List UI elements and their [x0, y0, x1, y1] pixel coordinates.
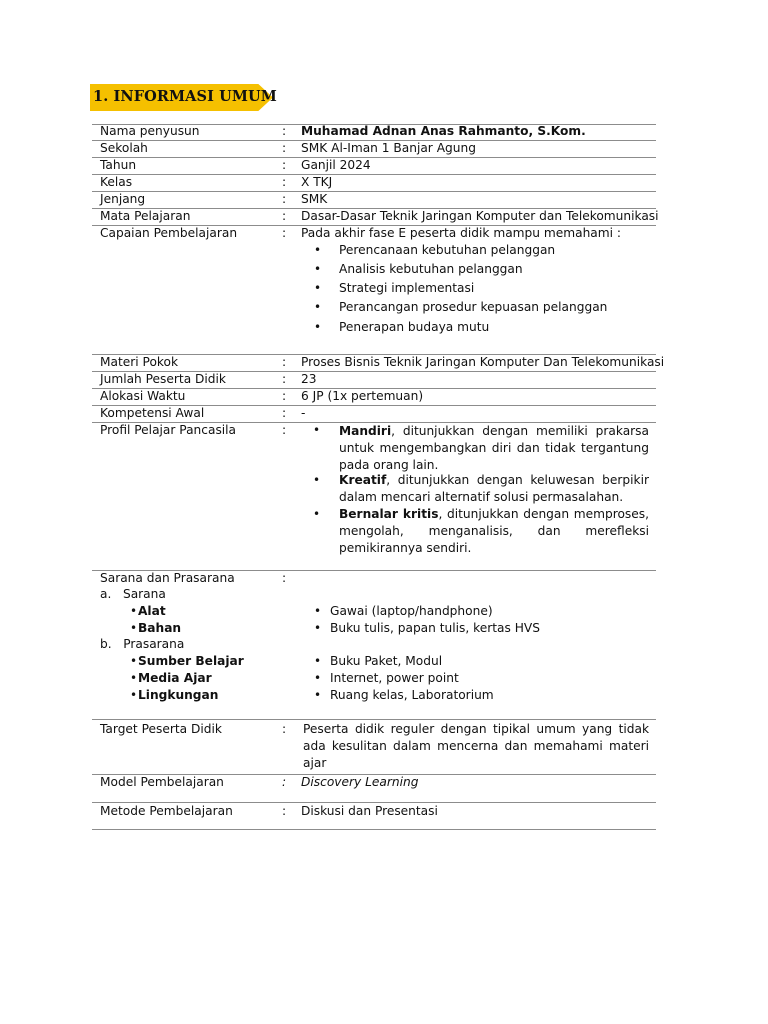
profil-item-kreatif	[339, 472, 649, 506]
value-mata-pelajaran: Dasar-Dasar Teknik Jaringan Komputer dan Telekomunikasi	[301, 209, 659, 223]
label-materi-pokok: Materi Pokok	[100, 355, 179, 369]
section-title	[93, 86, 277, 108]
capaian-item: Penerapan budaya mutu	[339, 320, 490, 334]
label-tahun: Tahun	[100, 158, 137, 172]
label-sarana: a. Sarana	[100, 587, 166, 601]
sarana-item-value: Gawai (laptop/handphone)	[330, 604, 493, 618]
bullet: •	[314, 688, 322, 702]
profil-item-text: , ditunjukkan dengan keluwesan berpikir dalam mencari alternatif solusi permasalahan.	[339, 473, 649, 504]
table-rule	[92, 191, 656, 192]
value-model-pembelajaran: Discovery Learning	[301, 775, 419, 789]
value-metode-pembelajaran: Diskusi dan Presentasi	[301, 804, 438, 818]
label-metode-pembelajaran: Metode Pembelajaran	[100, 804, 233, 818]
label-nama-penyusun: Nama penyusun	[100, 124, 200, 138]
value-target-peserta: Peserta didik reguler dengan tipikal umum yang tidak ada kesulitan dalam mencerna dan memahami materi ajar	[303, 722, 649, 770]
bullet: •	[314, 281, 322, 295]
colon: :	[282, 571, 287, 585]
colon: :	[282, 175, 287, 189]
value-kompetensi-awal: -	[301, 406, 306, 420]
value-jenjang: SMK	[301, 192, 328, 206]
prasarana-item-value: Buku Paket, Modul	[330, 654, 443, 668]
table-rule	[92, 174, 656, 175]
bullet: •	[314, 262, 322, 276]
label-alokasi-waktu: Alokasi Waktu	[100, 389, 186, 403]
label-model-pembelajaran: Model Pembelajaran	[100, 775, 224, 789]
prasarana-item-name: Sumber Belajar	[138, 654, 244, 668]
section-title-text: INFORMASI UMUM	[113, 88, 277, 105]
capaian-item: Perencanaan kebutuhan pelanggan	[339, 243, 556, 257]
table-rule	[92, 829, 656, 830]
sarana-item-name: Alat	[138, 604, 166, 618]
value-alokasi-waktu: 6 JP (1x pertemuan)	[301, 389, 424, 403]
colon: :	[282, 192, 287, 206]
capaian-item: Strategi implementasi	[339, 281, 475, 295]
prasarana-item-value: Internet, power point	[330, 671, 459, 685]
label-jenjang: Jenjang	[100, 192, 146, 206]
table-rule	[92, 157, 656, 158]
bullet: •	[130, 604, 138, 618]
bullet: •	[313, 507, 321, 521]
label-kompetensi-awal: Kompetensi Awal	[100, 406, 205, 420]
colon: :	[282, 406, 287, 420]
label-sekolah: Sekolah	[100, 141, 148, 155]
colon: :	[282, 423, 287, 437]
colon: :	[282, 124, 287, 138]
profil-item-mandiri	[339, 423, 649, 474]
colon: :	[282, 372, 287, 386]
prasarana-item-value: Ruang kelas, Laboratorium	[330, 688, 494, 702]
bullet: •	[314, 300, 322, 314]
bullet: •	[130, 671, 138, 685]
sarana-item-value: Buku tulis, papan tulis, kertas HVS	[330, 621, 540, 635]
value-materi-pokok: Proses Bisnis Teknik Jaringan Komputer Dan Telekomunikasi	[301, 355, 665, 369]
profil-item-lead: Mandiri	[339, 424, 392, 438]
bullet: •	[314, 654, 322, 668]
colon: :	[282, 209, 287, 223]
colon: :	[282, 158, 287, 172]
profil-item-lead: Bernalar kritis	[339, 507, 439, 521]
value-kelas: X TKJ	[301, 175, 333, 189]
colon: :	[282, 804, 287, 818]
profil-item-bernalar-kritis	[339, 506, 649, 557]
bullet: •	[314, 243, 322, 257]
colon: :	[282, 355, 287, 369]
value-jumlah-peserta: 23	[301, 372, 317, 386]
bullet: •	[313, 423, 321, 437]
bullet: •	[130, 688, 138, 702]
prasarana-item-name: Media Ajar	[138, 671, 212, 685]
table-rule	[92, 719, 656, 720]
label-target-peserta: Target Peserta Didik	[100, 722, 222, 736]
profil-item-text: , ditunjukkan dengan memproses, mengolah, menganalisis, dan merefleksi pemikirannya sendiri.	[339, 507, 649, 555]
label-prasarana: b. Prasarana	[100, 637, 185, 651]
profil-item-text: , ditunjukkan dengan memiliki prakarsa untuk mengembangkan diri dan tidak tergantung pada orang lain.	[339, 424, 649, 472]
section-number: 1.	[93, 88, 109, 105]
bullet: •	[130, 621, 138, 635]
colon: :	[282, 389, 287, 403]
bullet: •	[314, 621, 322, 635]
label-capaian-pembelajaran: Capaian Pembelajaran	[100, 226, 238, 240]
capaian-item: Perancangan prosedur kepuasan pelanggan	[339, 300, 608, 314]
colon: :	[282, 226, 287, 240]
bullet: •	[313, 473, 321, 487]
value-tahun: Ganjil 2024	[301, 158, 371, 172]
colon: :	[282, 722, 287, 736]
label-sarana-prasarana: Sarana dan Prasarana	[100, 571, 235, 585]
profil-item-lead: Kreatif	[339, 473, 387, 487]
sarana-item-name: Bahan	[138, 621, 182, 635]
bullet: •	[314, 671, 322, 685]
value-sekolah: SMK Al-Iman 1 Banjar Agung	[301, 141, 476, 155]
label-mata-pelajaran: Mata Pelajaran	[100, 209, 191, 223]
capaian-intro: Pada akhir fase E peserta didik mampu memahami :	[301, 226, 622, 240]
label-kelas: Kelas	[100, 175, 133, 189]
label-jumlah-peserta: Jumlah Peserta Didik	[100, 372, 226, 386]
colon: :	[282, 775, 287, 789]
label-profil-pelajar: Profil Pelajar Pancasila	[100, 423, 237, 437]
bullet: •	[314, 320, 322, 334]
bullet: •	[130, 654, 138, 668]
bullet: •	[314, 604, 322, 618]
prasarana-item-name: Lingkungan	[138, 688, 219, 702]
value-nama-penyusun: Muhamad Adnan Anas Rahmanto, S.Kom.	[301, 124, 586, 138]
capaian-item: Analisis kebutuhan pelanggan	[339, 262, 523, 276]
colon: :	[282, 141, 287, 155]
